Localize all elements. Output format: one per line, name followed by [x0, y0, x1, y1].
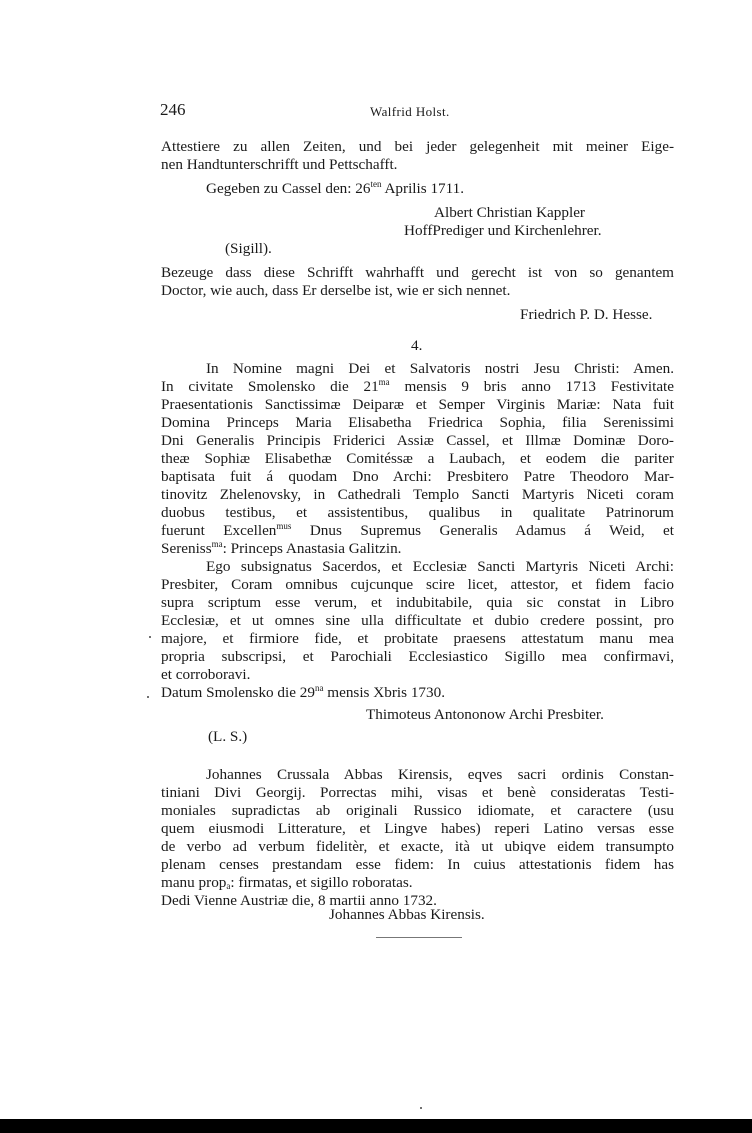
text-line: Dni Generalis Principis Friderici Assiæ Cassel, et Illmæ Dominæ Doro-: [161, 432, 674, 449]
text-line: Ecclesiæ, et ut omnes sine ulla difficultate et dubio credere possint, pro: [161, 612, 674, 629]
page-number: 246: [160, 100, 186, 119]
text-segment: manu prop: [161, 874, 227, 891]
text-line: Johannes Crussala Abbas Kirensis, eqves sacri ordinis Constan-: [206, 766, 674, 783]
date-text: Datum Smolensko die 29: [161, 684, 315, 701]
text-line: supra scriptum esse verum, et indubitabile, quia sic constat in Libro: [161, 594, 674, 611]
text-line: de verbo ad verbum fidelitèr, et exacte, ità ut ubiqve eidem transumpto: [161, 838, 674, 855]
signature-name: Albert Christian Kappler: [434, 204, 585, 221]
scan-speck: [420, 1107, 422, 1109]
text-segment: In civitate Smolensko die 21: [161, 378, 379, 395]
date-text: Aprilis 1711.: [384, 180, 465, 197]
text-line: nen Handtunterschrifft und Pettschafft.: [161, 156, 398, 173]
text-segment: Dnus Supremus Generalis Adamus á Weid, et: [309, 522, 675, 539]
signature-name: Johannes Abbas Kirensis.: [329, 906, 485, 923]
text-line: In Nomine magni Dei et Salvatoris nostri Jesu Christi: Amen.: [206, 360, 674, 377]
date-superscript: na: [314, 683, 324, 693]
date-line: [206, 180, 464, 198]
text-line: [161, 540, 401, 558]
text-line: Bezeuge dass diese Schrifft wahrhafft und gerecht ist von so genantem: [161, 264, 674, 281]
text-line: quem eiusmodi Litterature, et Lingve habes) reperi Latino versas esse: [161, 820, 674, 837]
superscript: mus: [276, 521, 292, 531]
text-line: propria subscripsi, et Parochiali Ecclesiastico Sigillo mea confirmavi,: [161, 648, 674, 665]
text-line: et corroboravi.: [161, 666, 251, 683]
text-line: baptisata fuit á quodam Dno Archi: Presbitero Patre Theodoro Mar-: [161, 468, 674, 485]
text-segment: : firmatas, et sigillo roboratas.: [230, 874, 413, 891]
text-line: plenam censes prestandam esse fidem: In cuius attestationis fidem has: [161, 856, 674, 873]
text-line: Praesentationis Sanctissimæ Deiparæ et Semper Virginis Mariæ: Nata fuit: [161, 396, 674, 413]
date-text: mensis Xbris 1730.: [327, 684, 445, 701]
section-number: 4.: [411, 337, 423, 354]
end-rule: [376, 937, 462, 938]
text-line: Attestiere zu allen Zeiten, und bei jeder gelegenheit mit meiner Eige-: [161, 138, 674, 155]
scan-border: [0, 1119, 752, 1133]
text-segment: fuerunt Excellen: [161, 522, 277, 539]
date-line: [161, 684, 445, 702]
superscript: ma: [211, 539, 223, 549]
seal-mark: (L. S.): [208, 728, 248, 745]
text-line: moniales supradictas ab originali Russico idiomate, et caractere (usu: [161, 802, 674, 819]
text-line: duobus testibus, et assistentibus, qualibus in qualitate Patrinorum: [161, 504, 674, 521]
date-text: Gegeben zu Cassel den: 26: [206, 180, 371, 197]
text-segment: : Princeps Anastasia Galitzin.: [222, 540, 402, 557]
text-line: Dedi Vienne Austriæ die, 8 martii anno 1732.: [161, 892, 437, 909]
superscript: ma: [378, 377, 390, 387]
text-line: theæ Sophiæ Elisabethæ Comitéssæ a Laubach, et eodem die pariter: [161, 450, 674, 467]
text-line: Doctor, wie auch, dass Er derselbe ist, wie er sich nennet.: [161, 282, 511, 299]
text-segment: mensis 9 bris anno 1713 Festivitate: [404, 378, 675, 395]
signature-name: Friedrich P. D. Hesse.: [520, 306, 653, 323]
text-line: Domina Princeps Maria Elisabetha Friedrica Sophia, filia Serenissimi: [161, 414, 674, 431]
signature-name: Thimoteus Antononow Archi Presbiter.: [366, 706, 604, 723]
subscript: a: [226, 881, 231, 891]
text-line: tiniani Divi Georgij. Porrectas mihi, visas et benè consideratas Testi-: [161, 784, 674, 801]
text-line: [161, 378, 674, 396]
scan-speck: [149, 636, 151, 638]
text-segment: Sereniss: [161, 540, 212, 557]
running-title: Walfrid Holst.: [370, 104, 450, 119]
text-line: Ego subsignatus Sacerdos, et Ecclesiæ Sancti Martyris Niceti Archi:: [206, 558, 674, 575]
text-line: tinovitz Zhelenovsky, in Cathedrali Templo Sancti Martyris Niceti coram: [161, 486, 674, 503]
seal-mark: (Sigill).: [225, 240, 272, 257]
text-line: [161, 874, 413, 892]
text-line: Presbiter, Coram omnibus cujcunque scire licet, attestor, et fidem facio: [161, 576, 674, 593]
text-line: majore, et firmiore fide, et probitate praesens attestatum manu mea: [161, 630, 674, 647]
text-line: [161, 522, 674, 540]
date-superscript: ten: [370, 179, 382, 189]
signature-title: HoffPrediger und Kirchenlehrer.: [404, 222, 602, 239]
scan-speck: [147, 696, 149, 698]
